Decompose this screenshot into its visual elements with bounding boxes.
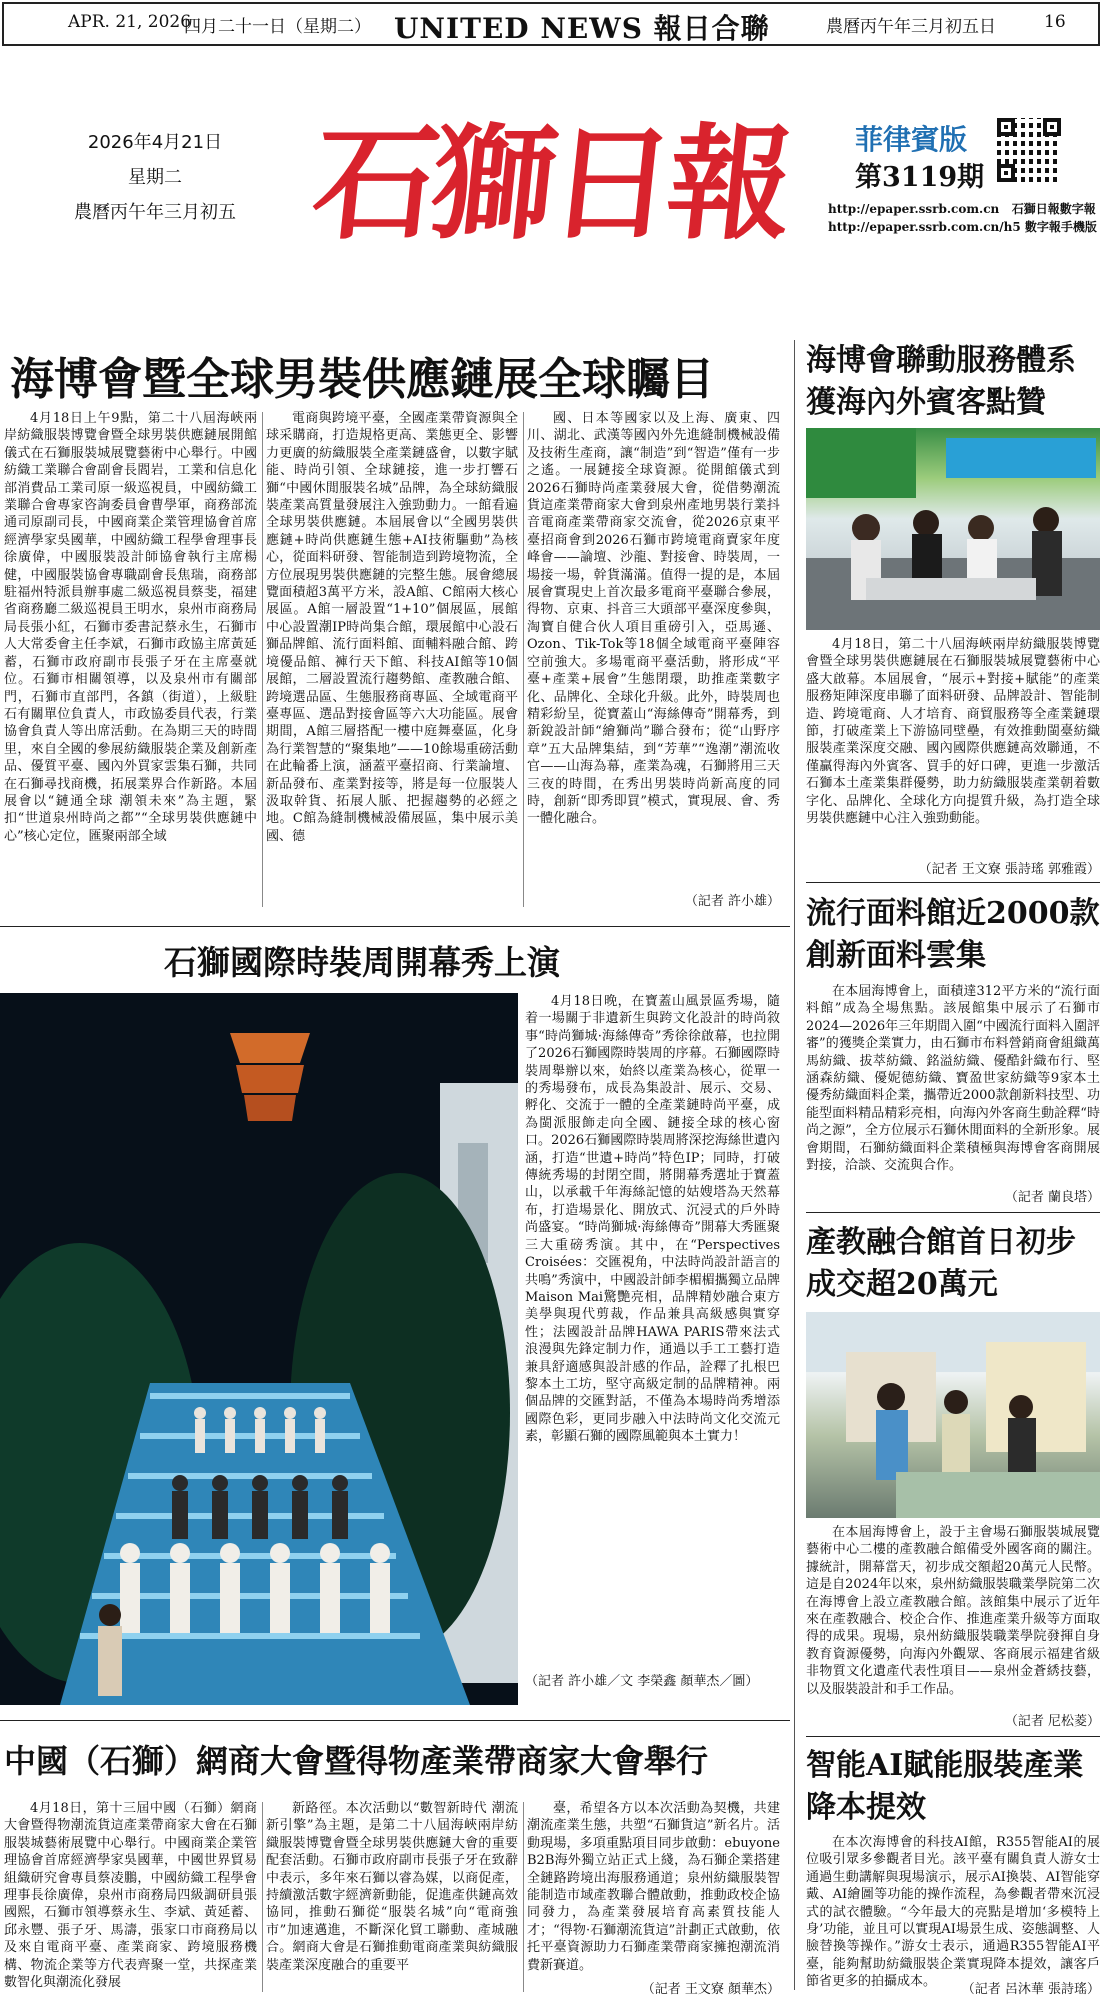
right3-body: 在本屆海博會上，設于主會場石獅服裝城展覽藝術中心二樓的產教融合館備受外國客商的關注。據統計，開幕當天，初步成交額超20萬元人民幣。這是自2024年以來，泉州紡織服裝職業學院第二次在海博會上設立產教融合館。該館集中展示了近年來在產教融合、校企合作、推進產業升級等方面取得的成果。現場，泉州紡織服裝職業學院發揮自身教育資源優勢，向海內外觀眾、客商展示福建省級非物質文化遺產代表性項目——泉州金蒼綉技藝，以及服裝設計和手工作品。 xyxy=(806,1525,1100,1697)
divider xyxy=(806,882,1100,883)
right3-byline: （記者 尼松菱） xyxy=(1004,1714,1100,1729)
lead-column-2: 電商與跨境平臺，全國產業帶資源與全球采購商，打造規格更高、業態更全、影響力更廣的紡織服裝全產業鏈盛會，以數字賦能、時尚引領、全球鏈接，進一步打響石獅“中國休閒服裝名城”品牌，為全球紡織服裝產業高質量發展注入強勁動力。一館看遍全球男裝供應鏈。本屆展會以“全國男裝供應鏈+時尚供應鏈生態+AI技術驅動”為核心，從面料研發、智能制造到跨境物流，全方位展現男裝供應鏈的完整生態。展會總展覽面積超3萬平方米，設A館、C館兩大核心展區。A館一層設置“1+10”個展區，展館中心設置潮IP時尚集合館，環展館中心設石獅品牌館、流行面料館、面輔料融合館、跨境優品館、褲行天下館、科技AI館等10個展館，二層設置流行趨勢館、產教融合館、跨境選品區、生態服務商專區、全域電商平臺專區、選品對接會區等六大功能區。展會期間，A館三層搭配一樓中庭舞臺區，化身為行業智慧的“聚集地”——10餘場重磅活動在此輪番上演，涵蓋平臺招商、行業論壇、新品發布、產業對接等，將是每一位服裝人汲取幹貨、拓展人脈、把握趨勢的必經之地。C館為縫制機械設備展區，集中展示美國、德 xyxy=(266,411,518,844)
fashion-body: 4月18日晚，在寶蓋山風景區秀場，隨着一場關于非遺新生與跨文化設計的時尚敘事“時尚獅城·海絲傳奇”秀徐徐啟幕，也拉開了2026石獅國際時裝周的序幕。石獅國際時裝周舉辦以來，始終以產業為核心，從單一的秀場發布，成長為集設計、展示、交易、孵化、交流于一體的全產業鏈時尚平臺，成為閩派服飾走向全國、鏈接全球的核心窗口。2026石獅國際時裝周將深挖海絲世遺內涵，打造“世遺+時尚”特色IP；同時，打破傳統秀場的封閉空間，將開幕秀選址于寶蓋山，以承載千年海絲記憶的姑嫂塔為天然幕布，打造場景化、開放式、沉浸式的戶外時尚盛宴。“時尚獅城·海絲傳奇”開幕大秀匯聚三大重磅秀演。其中，在“Perspectives Croisées：交匯視角，中法時尚設計語言的共鳴”秀演中，中國設計師李楣楣攜獨立品牌Maison Mai驚艷亮相，品牌精妙融合東方美學與現代剪裁，作品兼具高級感與實穿性；法國設計品牌HAWA PARIS帶來法式浪漫與先鋒定制力作，通過以手工工藝打造兼具舒適感與設計感的作品，詮釋了扎根巴黎本土工坊，堅守高級定制的品牌精神。兩個品牌的交匯對話，不僅為本場時尚秀增添國際色彩，更同步融入中法時尚文化交流元素，彰顯石獅的國際風範與本土實力！ xyxy=(525,994,780,1445)
education-pavilion-photo xyxy=(806,1312,1100,1518)
expo-booth-photo xyxy=(806,428,1100,630)
right1-body: 4月18日，第二十八屆海峽兩岸紡織服裝博覽會暨全球男裝供應鏈展在石獅服裝城展覽藝術中心盛大啟幕。本屆展會，“展示+對接+賦能”的產業服務矩陣深度串聯了面料研發、品牌設計、智能制造、跨境電商、人才培育、商貿服務等全產業鏈環節，打破產業上下游協同壁壘，有效推動閩臺紡織服裝產業深度交融、國內國際供應鏈高效聯通，不僅贏得海內外賓客、買手的好口碑，更進一步激活石獅本土產業集群優勢，助力紡織服裝產業朝着數字化、品牌化、全球化方向提質升級，為打造全球男裝供應鏈中心注入強勁動能。 xyxy=(806,637,1100,827)
lead-column-1: 4月18日上午9點，第二十八屆海峽兩岸紡織服裝博覽會暨全球男裝供應鏈展開館儀式在石獅服裝城展覽藝術中心舉行。中國紡織工業聯合會副會長閻岩，工業和信息化部消費品工業司原一級巡視員，中國紡織工業聯合會專家咨詢委員會曹學軍，商務部流通司原副司長，中國商業企業管理協會首席經濟學家吳國華，中國紡織工程學會理事長徐廣偉，中國服裝設計師協會執行主席楊健，中國服裝協會專職副會長焦瑞，商務部駐福州特派員辦事處二級巡視員蔡斐，福建省商務廳二級巡視員王明水，泉州市商務局局長張小紅，石獅市委書記蔡永生，石獅市人大常委會主任李斌，石獅市政協主席黃延蓄，石獅市政府副市長張子牙在主席臺就位。石獅市相關領導，以及泉州市有關部門，石獅市直部門，各鎮（街道），上級駐石有關單位負責人，市政協委員代表，行業協會負責人等出席活動。在為期三天的時間里，來自全國的參展紡織服裝企業及創新產品、優質平臺、國內外買家雲集石獅，共同在石獅尋找商機，拓展業界合作新路。本屆展會以“鏈通全球 潮領未來”為主題，緊扣“世道泉州時尚之都”“全球男裝供應鏈中心”核心定位，匯聚兩部全域 xyxy=(4,411,257,844)
right2-byline: （記者 蘭良塔） xyxy=(1004,1190,1100,1205)
column-rule xyxy=(523,1802,524,1992)
right1-byline: （記者 王文寮 張詩瑤 郭雅霞） xyxy=(918,862,1100,877)
bottom-byline: （記者 王文寮 顏華杰） xyxy=(641,1982,780,1997)
right2-body: 在本屆海博會上，面積達312平方米的“流行面料館”成為全場焦點。該展館集中展示了石獅市2024—2026年三年期間入圍“中國流行面料入圍評審”的獲獎企業實力，由石獅市布料營銷商會組織萬馬紡織、拔萃紡織、銘溢紡織、優酷針織布行、堅涵森紡織、優妮德紡織、寶盈世家紡織等9家本土優秀紡織面料企業，攜帶近2000款創新料技型、功能型面料精品精彩亮相，向海內外客商生動詮釋“時尚之源”，全方位展示石獅休閒面料的全新形象。展會期間，石獅紡織面料企業積極與海博會客商開展對接，洽談、交流與合作。 xyxy=(806,984,1100,1174)
masthead-title: 石獅日報 xyxy=(306,112,794,257)
page-number: 16 xyxy=(1044,12,1066,32)
right1-headline: 海博會聯動服務體系獲海內外賓客點贊 xyxy=(806,343,1076,420)
masthead-lunar: 農曆丙午年三月初五 xyxy=(74,202,236,223)
column-rule xyxy=(523,412,524,907)
right4-body: 在本次海博會的科技AI館，R355智能AI的展位吸引眾多參觀者目光。該平臺有關負責人游女士通過生動講解與現場演示，展示AI換裝、AI智能穿戴、AI繪圖等功能的操作流程，為參觀者帶來沉浸式的試衣體驗。“今年最大的亮點是增加‘多模特上身’功能，並且可以實現AI場景生成、姿態調整、人臉替換等操作。”游女士表示，通過R355智能AI平臺，能夠幫助紡織服裝企業實現降本提效，讓客戶節省更多的拍攝成本。 xyxy=(806,1835,1100,1990)
divider xyxy=(806,1212,1100,1213)
masthead-weekday: 星期二 xyxy=(128,167,182,188)
divider xyxy=(0,1720,790,1721)
bottom-headline: 中國（石獅）網商大會暨得物產業帶商家大會舉行 xyxy=(4,1742,709,1780)
top-brand: UNITED NEWS 報日合聯 xyxy=(394,12,770,45)
top-date: APR. 21, 2026 xyxy=(68,12,192,32)
bottom-column-3: 臺，希望各方以本次活動為契機，共建潮流產業生態，共塑“石獅貨這”新名片。活動現場，多項重點項目同步啟動：ebuyone B2B海外獨立站正式上綫，為石獅企業搭建全鏈路跨境出海服務通道；泉州紡織服裝智能制造市域產教聯合體啟動，推動政校企協同發力，為產業發展培育高素質技能人才；“得物·石獅潮流貨這”計劃正式啟動，依托平臺資源助力石獅產業帶商家擁抱潮流消費新賽道。 xyxy=(527,1801,780,1973)
divider xyxy=(806,1736,1100,1737)
top-weekday: 四月二十一日（星期二） xyxy=(184,17,371,37)
fashion-headline: 石獅國際時裝周開幕秀上演 xyxy=(164,943,560,982)
column-rule xyxy=(262,1802,263,1992)
right3-headline: 產教融合館首日初步成交超20萬元 xyxy=(806,1225,1076,1302)
lead-headline: 海博會暨全球男裝供應鏈展全球矚目 xyxy=(10,354,714,405)
right2-headline: 流行面料館近2000款創新面料雲集 xyxy=(806,896,1100,973)
masthead-date: 2026年4月21日 xyxy=(87,132,223,153)
right4-byline: （記者 呂沐華 張詩瑤） xyxy=(961,1982,1100,1997)
divider xyxy=(0,926,790,927)
column-rule xyxy=(262,412,263,907)
section-divider xyxy=(794,340,795,1990)
fashion-byline: （記者 許小雄／文 李榮鑫 顏華杰／圖） xyxy=(525,1674,759,1689)
lead-byline: （記者 許小雄） xyxy=(684,894,780,909)
issue-number: 第3119期 xyxy=(855,162,985,193)
lead-column-3: 國、日本等國家以及上海、廣東、四川、湖北、武漢等國內外先進縫制機械設備及技術生產商，讓“制造”到“智造”僅有一步之遙。一展鏈接全球資源。從開館儀式到2026石獅時尚產業發展大會，從借勢潮流貨這產業帶商家大會到泉州產地男裝行業抖音電商產業帶商家交流會，從2026京東平臺招商會到2026石獅市跨境電商賣家年度峰會——論壇、沙龍、對接會、時裝周，一場接一場，幹貨滿滿。值得一提的是，本屆展會實現史上首次最多電商平臺聯合參展，得物、京東、抖音三大頭部平臺深度參與，淘寶自健合伙人項目重磅引入，亞馬遜、Ozon、Tik-Tok等18個全域電商平臺陣容空前強大。多場電商平臺活動，將形成“平臺+產業+展會”生態閉環，助推產業數字化、品牌化、全球化升級。此外，時裝周也精彩紛呈，從寶蓋山“海絲傳奇”開幕秀，到新銳設計師“繪獅尚”聯合發布；從“山野序章”五大品牌集結，到“芳華”“逸潮”潮流收官——山海為幕，產業為魂，石獅將用三天三夜的時間，在秀出男裝時尚新高度的同時，創新“即秀即買”模式，實現展、會、秀一體化融合。 xyxy=(527,411,780,827)
bottom-column-1: 4月18日，第十三屆中國（石獅）網商大會暨得物潮流貨這產業帶商家大會在石獅服裝城藝術展覽中心舉行。中國商業企業管理協會首席經濟學家吳國華，中國世界貿易組織研究會專員蔡凌鵬，中國紡織工程學會理事長徐廣偉，泉州市商務局四級調研員張國熙，石獅市領導蔡永生、李斌、黃延蓄、邱永豐、張子牙、馬濤，張家口市商務局以及來自電商平臺、產業商家、跨境服務機構、物流企業等方代表齊聚一堂，共探產業數智化與潮流化發展 xyxy=(4,1801,257,1991)
top-strip xyxy=(2,2,1100,46)
edition-label: 菲律賓版 xyxy=(855,123,968,156)
mobile-epaper-url[interactable]: http://epaper.ssrb.com.cn/h5 數字報手機版 xyxy=(828,220,1097,234)
right4-headline: 智能AI賦能服裝產業降本提效 xyxy=(806,1748,1084,1825)
runway-show-photo xyxy=(0,993,518,1705)
top-lunar-date: 農曆丙午年三月初五日 xyxy=(826,17,996,37)
epaper-url[interactable]: http://epaper.ssrb.com.cn 石獅日報數字報 xyxy=(828,202,1096,216)
bottom-column-2: 新路徑。本次活動以“數智新時代 潮流新引擎”為主題，是第二十八屆海峽兩岸紡織服裝博覽會暨全球男裝供應鏈大會的重要配套活動。石獅市政府副市長張子牙在致辭中表示，多年來石獅以睿為媒，以商促產，持續激活數字經濟新動能，促進產供鏈高效協同，推動石獅從“服裝名城”向“電商強市”加速邁進，不斷深化貿工聯動、產城融合。網商大會是石獅推動電商產業與紡織服裝產業深度融合的重要平 xyxy=(266,1801,518,1973)
qr-code-icon xyxy=(997,118,1061,182)
